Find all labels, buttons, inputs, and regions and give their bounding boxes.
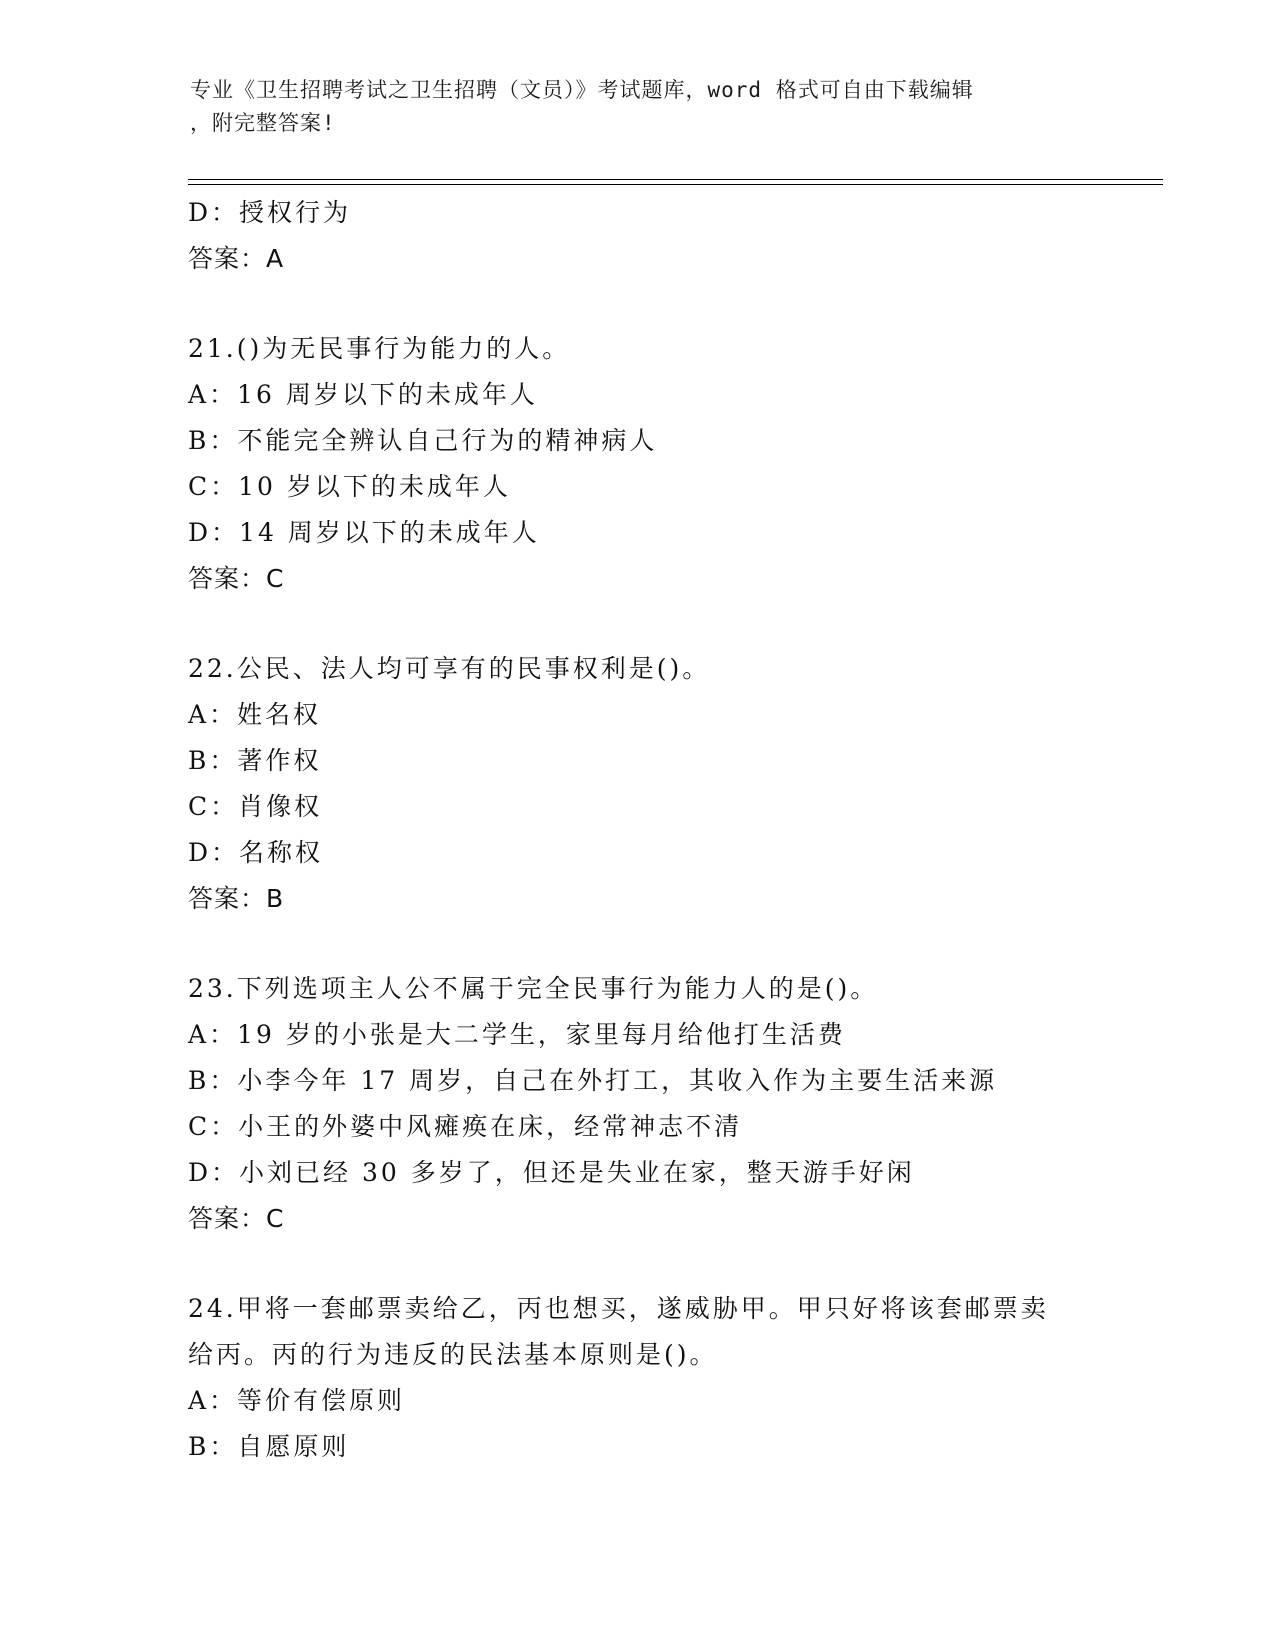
question-22 — [188, 646, 1088, 922]
option-b: B：不能完全辨认自己行为的精神病人 — [188, 426, 658, 455]
question-stem: 23.下列选项主人公不属于完全民事行为能力人的是()。 — [188, 974, 879, 1003]
answer-line: 答案：C — [188, 564, 285, 593]
question-21 — [188, 326, 1088, 602]
option-a: A：19 岁的小张是大二学生，家里每月给他打生活费 — [188, 1020, 846, 1049]
option-b: B：著作权 — [188, 746, 322, 775]
option-d: D：小刘已经 30 多岁了，但还是失业在家，整天游手好闲 — [188, 1158, 915, 1187]
option-a: A：等价有偿原则 — [188, 1386, 406, 1415]
option-b: B：小李今年 17 周岁，自己在外打工，其收入作为主要生活来源 — [188, 1066, 998, 1095]
question-stem-line-1: 24.甲将一套邮票卖给乙，丙也想买，遂威胁甲。甲只好将该套邮票卖 — [188, 1294, 1049, 1323]
answer-line: 答案：A — [188, 244, 285, 273]
option-c: C：10 岁以下的未成年人 — [188, 472, 511, 501]
answer-line: 答案：C — [188, 1204, 285, 1233]
option-c: C：肖像权 — [188, 792, 323, 821]
option-a: A：16 周岁以下的未成年人 — [188, 380, 538, 409]
page-header — [190, 74, 1090, 140]
answer-line: 答案：B — [188, 884, 285, 913]
header-line-2: ，附完整答案! — [190, 111, 336, 135]
option-d: D：名称权 — [188, 838, 324, 867]
option-c: C：小王的外婆中风瘫痪在床，经常神志不清 — [188, 1112, 743, 1141]
question-23 — [188, 966, 1088, 1242]
header-line-1: 专业《卫生招聘考试之卫生招聘（文员）》考试题库，word 格式可自由下载编辑 — [190, 78, 974, 102]
question-20-tail — [188, 190, 1088, 282]
question-stem-line-2: 给丙。丙的行为违反的民法基本原则是()。 — [188, 1340, 718, 1369]
header-rule-top — [188, 179, 1163, 180]
question-stem: 22.公民、法人均可享有的民事权利是()。 — [188, 654, 711, 683]
option-d: D：14 周岁以下的未成年人 — [188, 518, 540, 547]
question-24 — [188, 1286, 1088, 1470]
option-a: A：姓名权 — [188, 700, 322, 729]
question-stem: 21.()为无民事行为能力的人。 — [188, 334, 571, 363]
header-rule-bottom — [188, 184, 1163, 185]
option-b: B：自愿原则 — [188, 1432, 350, 1461]
question-list — [188, 190, 1088, 1470]
option-d: D：授权行为 — [188, 198, 352, 227]
